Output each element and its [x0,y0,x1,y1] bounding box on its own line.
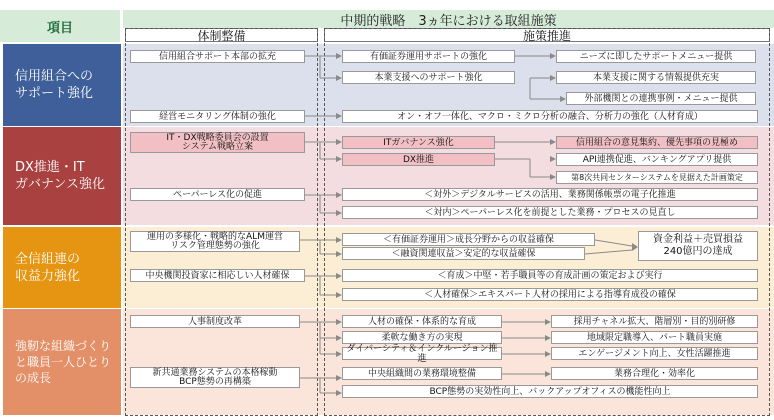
box-talent-acquisition: 中央機関投資家に相応しい人材確保 [130,269,305,282]
col-header-left: 体制整備 [125,28,318,42]
box-api-banking: API連携促進、バンキングアプリ提供 [556,153,758,166]
box-new-system-bcp: 新共通業務システムの本格稼動 BCP態勢の再構築 [130,367,300,388]
box-loan-revenue: ＜融資関連収益＞安定的な収益確保 [342,247,585,260]
box-work-environment: 中央組織間の業務環境整備 [342,367,502,380]
category-dx: DX推進・IT ガバナンス強化 [3,127,121,225]
category-organization: 強靭な組織づくり と職員一人ひとり の成長 [3,309,121,415]
box-opinion-gathering: 信用組合の意見集約、優先事項の見極め [556,136,758,149]
box-engagement: エンゲージメント向上、女性活躍推進 [551,347,758,360]
box-support-menu: ニーズに即したサポートメニュー提供 [556,50,756,63]
box-hr-reform: 人事制度改革 [130,315,300,328]
box-monitoring: 経営モニタリング体制の強化 [130,110,305,123]
box-support-headquarters: 信用組合サポート本部の拡充 [130,50,305,63]
strategy-title: 中期的戦略 3ヵ年における取組施策 [340,13,557,29]
category-support: 信用組合への サポート強化 [3,44,121,126]
box-training-plan: ＜育成＞中堅・若手職員等の育成計画の策定および実行 [342,269,758,282]
box-center-system-plan: 第8次共同センターシステムを見据えた計画策定 [556,171,758,184]
box-it-governance: ITガバナンス強化 [342,136,495,149]
box-alm-risk: 運用の多様化・戦略的なALM運営 リスク管理態勢の強化 [130,231,300,252]
box-digital-services: ＜対外＞デジタルサービスの活用、業務関係帳票の電子化推進 [342,188,758,201]
category-revenue: 全信組連の 収益力強化 [3,227,121,308]
box-diversity-inclusion: ダイバーシティ＆インクルージョン推進 [342,347,502,360]
box-recruit-training: 採用チャネル拡大、階層別・目的別研修 [551,315,758,328]
box-bcp-backup: BCP態勢の実効性向上、バックアップオフィスの機能性向上 [342,385,758,398]
item-header-label: 項目 [46,20,73,36]
box-dx-promotion: DX推進 [342,153,495,166]
box-process-review: ＜対内＞ペーパーレス化を前提とした業務・プロセスの見直し [342,206,758,219]
box-efficiency: 業務合理化・効率化 [551,367,758,380]
col-header-right: 施策推進 [324,28,770,42]
box-securities-support: 有価証券運用サポートの強化 [342,50,515,63]
box-paperless: ペーパーレス化の促進 [130,188,305,201]
box-profit-target: 資金利益＋売買損益 240億円の達成 [638,231,758,261]
box-business-support: 本業支援へのサポート強化 [342,71,515,84]
box-talent-development: 人材の確保・体系的な育成 [342,315,502,328]
box-expert-hiring: ＜人材確保＞エキスパート人材の採用による指導育成役の確保 [342,288,758,301]
box-external-partnership: 外部機関との連携事例・メニュー提供 [566,92,756,105]
box-it-dx-committee: IT・DX戦略委員会の設置 システム戦略立案 [130,132,305,153]
box-info-provision: 本業支援に関する情報提供充実 [556,71,756,84]
box-securities-revenue: ＜有価証券運用＞成長分野からの収益確保 [342,233,595,246]
box-regional-staff: 地域限定職導入、パート職員実施 [551,331,758,344]
box-analysis-integration: オン・オフ一体化、マクロ・ミクロ分析の融合、分析力の強化（人材育成） [342,110,758,123]
box-flexible-work: 柔軟な働き方の実現 [342,331,502,344]
